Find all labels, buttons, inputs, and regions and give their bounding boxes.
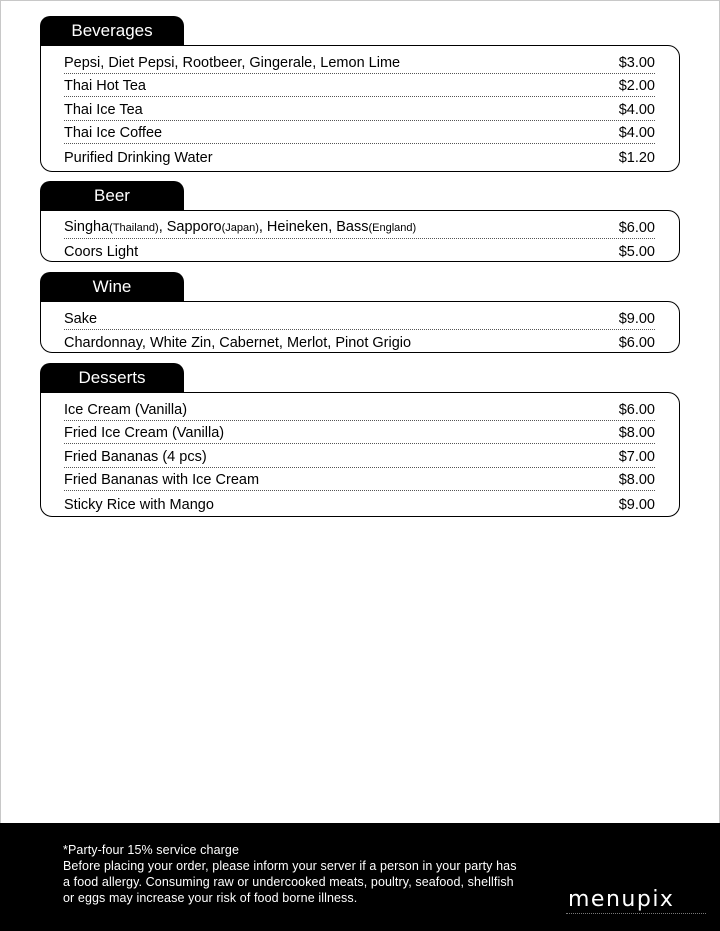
watermark-divider (566, 913, 706, 924)
item-price: $3.00 (618, 54, 655, 71)
menu-item (64, 468, 655, 492)
item-price: $6.00 (618, 401, 655, 418)
item-price: $4.00 (618, 125, 655, 142)
item-name: Thai Ice Coffee (64, 125, 163, 142)
item-name: Sake (64, 310, 98, 327)
menu-item (64, 444, 655, 468)
item-name-part: Singha (64, 218, 110, 235)
menu-box (40, 301, 680, 353)
item-price: $9.00 (618, 496, 655, 513)
section-beer (40, 181, 680, 263)
section-title: Beer (40, 181, 184, 211)
footer-notice (63, 842, 563, 906)
item-name: Fried Ice Cream (Vanilla) (64, 425, 225, 442)
item-name: Purified Drinking Water (64, 149, 213, 166)
footer-line: Before placing your order, please inform your server if a person in your party has (63, 859, 517, 873)
item-name: Chardonnay, White Zin, Cabernet, Merlot, Pinot Grigio (64, 335, 412, 352)
menu-item (64, 239, 655, 263)
item-price: $7.00 (618, 448, 655, 465)
menu-item (64, 74, 655, 98)
item-name: Thai Ice Tea (64, 101, 143, 118)
menu-item (64, 306, 655, 330)
item-price: $9.00 (618, 310, 655, 327)
footer-line: or eggs may increase your risk of food borne illness. (63, 891, 358, 905)
menu-item (64, 97, 655, 121)
watermark-text: menupix (568, 887, 675, 912)
section-title: Desserts (40, 363, 184, 393)
footer-line: a food allergy. Consuming raw or undercooked meats, poultry, seafood, shellfish (63, 875, 514, 889)
item-name: Pepsi, Diet Pepsi, Rootbeer, Gingerale, Lemon Lime (64, 54, 401, 71)
item-origin: (Thailand) (109, 221, 159, 234)
item-price: $4.00 (618, 101, 655, 118)
menu-item (64, 50, 655, 74)
item-price: $8.00 (618, 472, 655, 489)
item-price: $8.00 (618, 425, 655, 442)
item-name: Coors Light (64, 244, 139, 261)
item-price: $5.00 (618, 244, 655, 261)
menu-item (64, 491, 655, 515)
section-title: Wine (40, 272, 184, 302)
item-name: Thai Hot Tea (64, 78, 146, 95)
item-name: Sticky Rice with Mango (64, 496, 214, 513)
menu-item (64, 144, 655, 168)
menu-item (64, 215, 655, 239)
item-origin: (Japan) (221, 221, 259, 234)
section-wine (40, 272, 680, 354)
menu-item (64, 330, 655, 354)
watermark-logo (560, 875, 720, 931)
menu-box (40, 210, 680, 262)
item-price: $6.00 (618, 335, 655, 352)
item-origin: (England) (368, 221, 417, 234)
menu-item (64, 121, 655, 145)
footer-line: *Party-four 15% service charge (63, 843, 239, 857)
item-name-part: , Sapporo (158, 218, 222, 235)
item-price: $1.20 (618, 149, 655, 166)
item-name: Fried Bananas with Ice Cream (64, 472, 260, 489)
item-name: Fried Bananas (4 pcs) (64, 448, 207, 465)
section-title: Beverages (40, 16, 184, 46)
section-desserts (40, 363, 680, 518)
item-price: $6.00 (618, 219, 655, 236)
section-beverages (40, 16, 680, 172)
footer (0, 823, 720, 931)
menu-box (40, 392, 680, 517)
item-name-part: , Heineken, Bass (258, 218, 369, 235)
menu-item (64, 421, 655, 445)
menu-item (64, 397, 655, 421)
item-price: $2.00 (618, 78, 655, 95)
menu-box (40, 45, 680, 172)
item-name (64, 218, 416, 237)
item-name: Ice Cream (Vanilla) (64, 401, 188, 418)
